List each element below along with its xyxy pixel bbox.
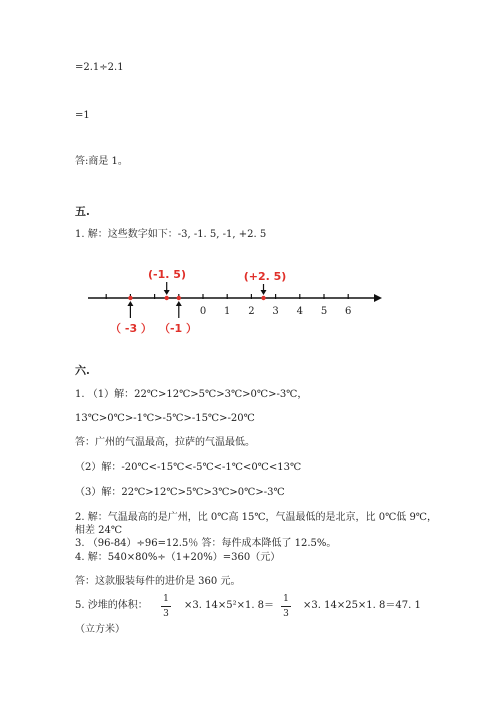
unit-cubic-meters: （立方米） — [75, 624, 125, 635]
fraction-numerator: 1 — [163, 594, 169, 604]
fraction-one-third-1 — [161, 594, 171, 619]
fraction-one-third-2 — [281, 594, 291, 619]
tick-label-3: 3 — [272, 306, 279, 317]
answer-2-line-2: 相差 24℃ — [75, 525, 123, 536]
arrow-neg-1-head — [176, 301, 182, 306]
answer-3-line: 3. （96-84）÷96=12.5％ 答：每件成本降低了 12.5%。 — [75, 538, 337, 549]
fraction-bar — [161, 606, 171, 607]
section-six-title: 六. — [75, 364, 90, 377]
fraction-bar — [281, 606, 291, 607]
arrow-neg-1-5-head — [164, 290, 170, 295]
tick-label-1: 1 — [224, 306, 231, 317]
fraction-numerator: 1 — [283, 594, 289, 604]
fraction-denominator: 3 — [283, 609, 289, 619]
axis-arrowhead — [374, 294, 382, 302]
calc-line-1: =2.1÷2.1 — [75, 62, 124, 73]
answer-1-conclusion: 答：广州的气温最高，拉萨的气温最低。 — [75, 437, 255, 448]
label-neg-1-5: (-1. 5) — [148, 268, 186, 281]
volume-prefix: 5. 沙堆的体积： — [75, 600, 148, 611]
fraction-denominator: 3 — [163, 609, 169, 619]
volume-middle: ×3. 14×5²×1. 8＝ — [184, 600, 275, 611]
label-neg-3: （ -3 ） — [110, 322, 152, 335]
answer-2-line-1: 2. 解：气温最高的是广州，比 0℃高 15℃，气温最低的是北京，比 0℃低 9℃， — [75, 512, 437, 523]
tick-label-4: 4 — [296, 306, 303, 317]
section-five-title: 五. — [75, 205, 90, 218]
tick-label-6: 6 — [345, 306, 352, 317]
label-pos-2-5: (+2. 5) — [243, 270, 287, 283]
answer-1-sub-2: （2）解：-20℃<-15℃<-5℃<-1℃<0℃<13℃ — [75, 462, 302, 473]
point--1 — [177, 296, 181, 300]
answer-4-conclusion: 答：这款服装每件的进价是 360 元。 — [75, 576, 241, 587]
label-neg-1: （-1 ） — [158, 322, 198, 335]
question-1-line: 1. 解：这些数字如下：-3, -1. 5, -1, +2. 5 — [75, 229, 267, 240]
volume-tail: ×3. 14×25×1. 8＝47. 1 — [303, 600, 421, 611]
answer-4-line: 4. 解：540×80%÷（1+20%）=360（元） — [75, 552, 281, 563]
answer-1-sub-3: （3）解：22℃>12℃>5℃>3℃>0℃>-3℃ — [75, 487, 285, 498]
point--3 — [128, 296, 132, 300]
tick-label-5: 5 — [320, 306, 328, 317]
answer-1-part-1: 1. （1）解：22℃>12℃>5℃>3℃>0℃>-3℃， — [75, 389, 308, 400]
calc-line-2: =1 — [75, 110, 90, 121]
tick-label-0: 0 — [199, 306, 207, 317]
arrow-pos-2-5-head — [261, 290, 267, 295]
arrow-neg-3-head — [127, 301, 133, 306]
answer-line: 答:商是 1。 — [75, 156, 128, 167]
answer-1-part-2: 13℃>0℃>-1℃>-5℃>-15℃>-20℃ — [75, 413, 255, 424]
point--1_5 — [165, 296, 169, 300]
point-2_5 — [261, 296, 265, 300]
tick-label-2: 2 — [248, 306, 255, 317]
